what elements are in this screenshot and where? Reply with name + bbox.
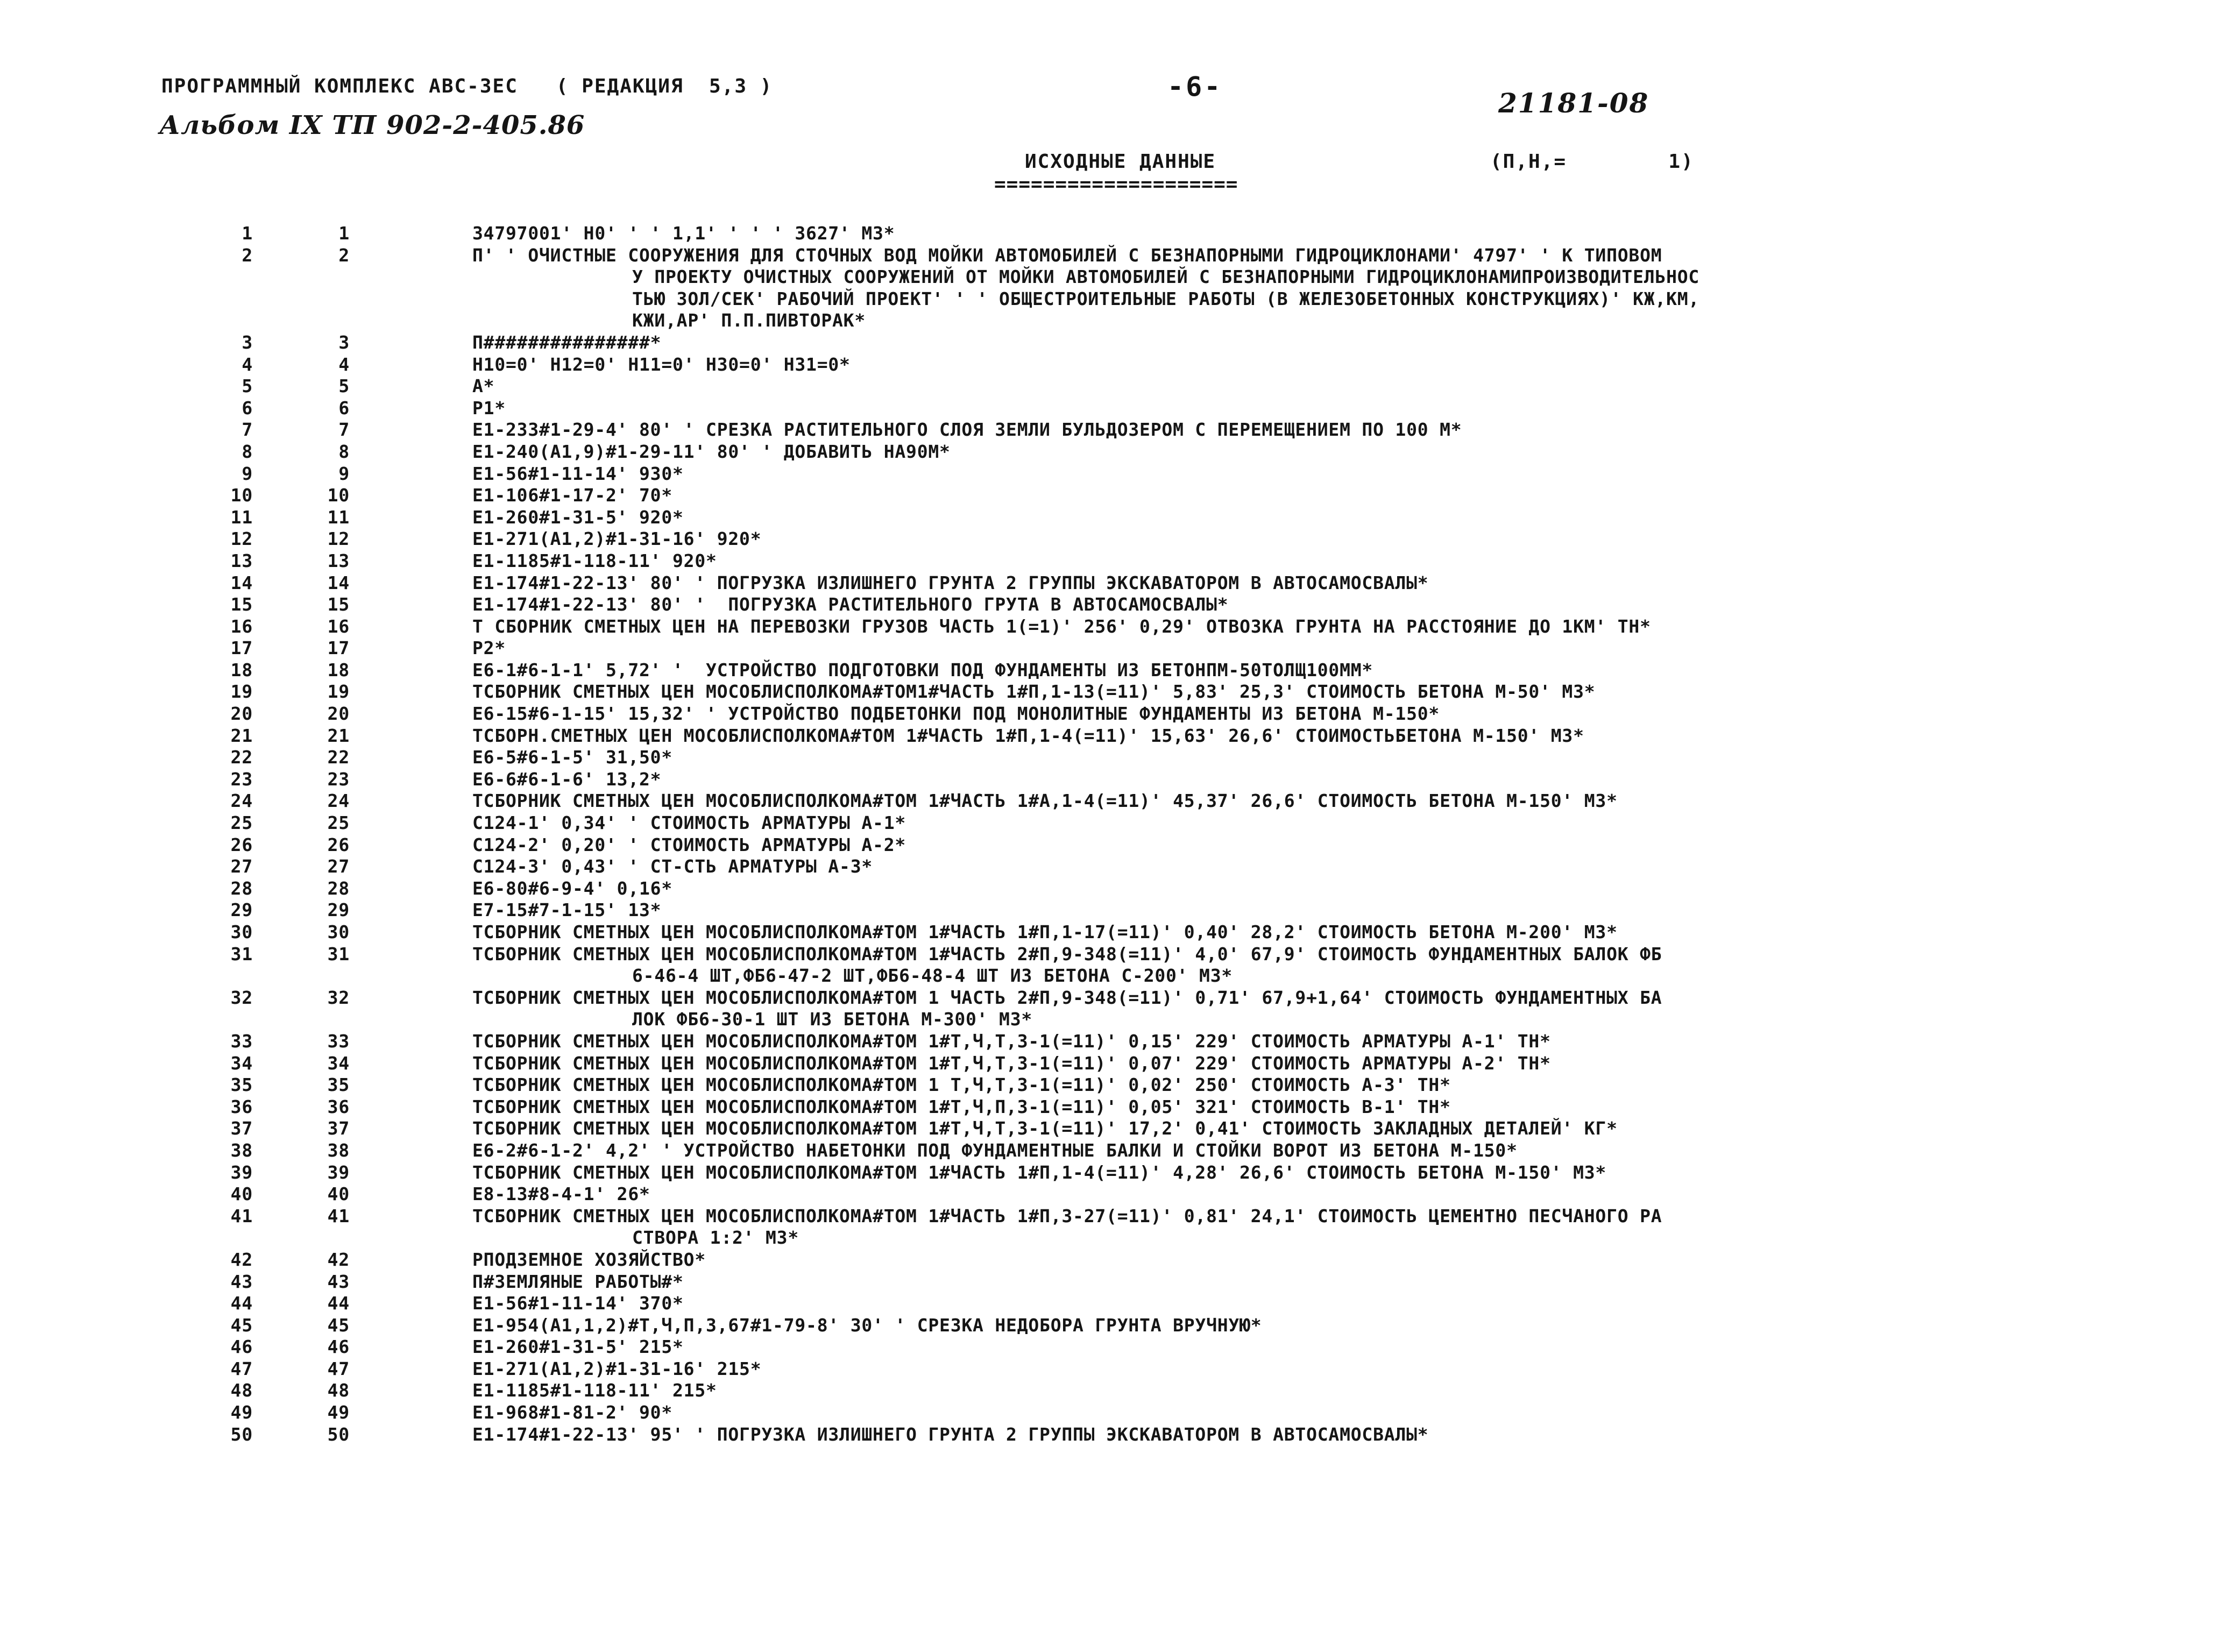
section-title-underline: ==================== (994, 173, 1238, 195)
listing-row (0, 1162, 2224, 1184)
listing-row (0, 463, 2224, 485)
line-number: 32 (230, 987, 253, 1008)
line-number: 50 (230, 1423, 253, 1445)
record-text: ЛОК ФБ6-30-1 ШТ ИЗ БЕТОНА М-300' М3* (632, 1009, 1033, 1030)
line-number: 6 (242, 397, 253, 419)
listing-row (0, 1271, 2224, 1293)
line-number: 10 (230, 485, 253, 506)
line-number: 23 (230, 768, 253, 790)
listing-row (0, 550, 2224, 572)
record-text: 6-46-4 ШТ,ФБ6-47-2 ШТ,ФБ6-48-4 ШТ ИЗ БЕТОНА С-200' М3* (632, 965, 1233, 987)
record-text: ТСБОРНИК СМЕТНЫХ ЦЕН МОСОБЛИСПОЛКОМА#ТОМ 1#ЧАСТЬ 1#А,1-4(=11)' 45,37' 26,6' СТОИМОСТЬ БЕТОНА М-150' М3* (472, 790, 1618, 812)
record-text: РПОДЗЕМНОЕ ХОЗЯЙСТВО* (472, 1249, 706, 1270)
listing-row (0, 572, 2224, 594)
record-number: 27 (327, 856, 350, 877)
listing-row (0, 332, 2224, 354)
listing-row (0, 398, 2224, 420)
listing-row (0, 223, 2224, 245)
source-listing (0, 223, 2224, 1445)
listing-row-continuation (0, 288, 2224, 310)
record-number: 35 (327, 1074, 350, 1096)
listing-row (0, 1053, 2224, 1075)
record-text: ТСБОРНИК СМЕТНЫХ ЦЕН МОСОБЛИСПОЛКОМА#ТОМ 1#ЧАСТЬ 1#П,1-4(=11)' 4,28' 26,6' СТОИМОСТЬ БЕТОНА М-150' М3* (472, 1161, 1607, 1183)
record-number: 21 (327, 725, 350, 746)
record-text: КЖИ,АР' П.П.ПИВТОРАК* (632, 310, 866, 331)
record-number: 3 (338, 331, 350, 353)
line-number: 49 (230, 1402, 253, 1423)
record-number: 34 (327, 1052, 350, 1074)
record-text: П' ' ОЧИСТНЫЕ СООРУЖЕНИЯ ДЛЯ СТОЧНЫХ ВОД МОЙКИ АВТОМОБИЛЕЙ С БЕЗНАПОРНЫМИ ГИДРОЦИКЛОНАМИ' 4797' ' К ТИПОВОМ (472, 244, 1662, 266)
listing-row (0, 419, 2224, 441)
listing-row (0, 944, 2224, 966)
line-number: 48 (230, 1380, 253, 1401)
record-text: ТСБОРНИК СМЕТНЫХ ЦЕН МОСОБЛИСПОЛКОМА#ТОМ 1#ЧАСТЬ 1#П,3-27(=11)' 0,81' 24,1' СТОИМОСТЬ ЦЕМЕНТНО ПЕСЧАНОГО РА (472, 1205, 1662, 1226)
listing-row (0, 507, 2224, 529)
listing-row (0, 1118, 2224, 1140)
line-number: 27 (230, 856, 253, 877)
record-text: ТЬЮ 3ОЛ/СЕК' РАБОЧИЙ ПРОЕКТ' ' ' ОБЩЕСТРОИТЕЛЬНЫЕ РАБОТЫ (В ЖЕЛЕЗОБЕТОННЫХ КОНСТРУКЦИЯХ)' КЖ,КМ, (632, 288, 1700, 309)
listing-row (0, 834, 2224, 856)
record-text: Е6-6#6-1-6' 13,2* (472, 768, 662, 790)
line-number: 13 (230, 550, 253, 571)
record-number: 28 (327, 877, 350, 899)
record-number: 7 (338, 419, 350, 441)
line-number: 1 (242, 223, 253, 244)
line-number: 29 (230, 899, 253, 921)
line-number: 8 (242, 441, 253, 462)
record-text: Е1-56#1-11-14' 370* (472, 1293, 684, 1314)
record-number: 9 (338, 463, 350, 484)
record-number: 8 (338, 441, 350, 462)
line-number: 46 (230, 1336, 253, 1358)
record-text: Е1-271(А1,2)#1-31-16' 215* (472, 1358, 762, 1379)
record-number: 46 (327, 1336, 350, 1358)
line-number: 26 (230, 834, 253, 855)
record-number: 12 (327, 528, 350, 550)
listing-row (0, 485, 2224, 507)
line-number: 22 (230, 747, 253, 768)
record-number: 1 (338, 223, 350, 244)
listing-row (0, 245, 2224, 267)
record-number: 41 (327, 1205, 350, 1226)
record-text: Е1-260#1-31-5' 215* (472, 1336, 684, 1358)
line-number: 20 (230, 703, 253, 725)
line-number: 11 (230, 506, 253, 528)
record-number: 49 (327, 1402, 350, 1423)
record-number: 19 (327, 681, 350, 703)
line-number: 41 (230, 1205, 253, 1226)
record-text: Е6-2#6-1-2' 4,2' ' УСТРОЙСТВО НАБЕТОНКИ ПОД ФУНДАМЕНТНЫЕ БАЛКИ И СТОЙКИ ВОРОТ ИЗ БЕТОНА М-150* (472, 1139, 1518, 1161)
record-text: Е1-968#1-81-2' 90* (472, 1402, 673, 1423)
record-number: 38 (327, 1139, 350, 1161)
record-number: 13 (327, 550, 350, 571)
record-text: П###############* (472, 331, 662, 353)
listing-row (0, 1358, 2224, 1380)
listing-row (0, 878, 2224, 900)
line-number: 40 (230, 1183, 253, 1205)
record-text: Р1* (472, 397, 506, 419)
record-text: Е1-240(А1,9)#1-29-11' 80' ' ДОБАВИТЬ НА90М* (472, 441, 951, 462)
record-text: ТСБОРНИК СМЕТНЫХ ЦЕН МОСОБЛИСПОЛКОМА#ТОМ 1#Т,Ч,П,3-1(=11)' 0,05' 321' СТОИМОСТЬ В-1' ТН* (472, 1096, 1451, 1117)
record-text: Е8-13#8-4-1' 26* (472, 1183, 650, 1205)
record-number: 18 (327, 659, 350, 680)
record-text: ТСБОРНИК СМЕТНЫХ ЦЕН МОСОБЛИСПОЛКОМА#ТОМ 1 Т,Ч,Т,3-1(=11)' 0,02' 250' СТОИМОСТЬ А-3' ТН* (472, 1074, 1451, 1096)
listing-row (0, 703, 2224, 725)
record-number: 17 (327, 637, 350, 659)
program-line: ПРОГРАММНЫЙ КОМПЛЕКС АВС-3ЕС ( РЕДАКЦИЯ 5,3 ) (161, 75, 773, 97)
record-number: 11 (327, 506, 350, 528)
listing-row (0, 594, 2224, 616)
record-text: Е1-954(А1,1,2)#Т,Ч,П,3,67#1-79-8' 30' ' СРЕЗКА НЕДОБОРА ГРУНТА ВРУЧНУЮ* (472, 1314, 1262, 1336)
record-number: 32 (327, 987, 350, 1008)
record-text: С124-1' 0,34' ' СТОИМОСТЬ АРМАТУРЫ А-1* (472, 812, 906, 834)
record-text: 34797001' Н0' ' ' 1,1' ' ' ' 3627' М3* (472, 223, 895, 244)
line-number: 3 (242, 331, 253, 353)
line-number: 43 (230, 1271, 253, 1292)
line-number: 21 (230, 725, 253, 746)
record-text: ТСБОРНИК СМЕТНЫХ ЦЕН МОСОБЛИСПОЛКОМА#ТОМ 1#Т,Ч,Т,3-1(=11)' 17,2' 0,41' СТОИМОСТЬ ЗАКЛАДНЫХ ДЕТАЛЕЙ' КГ* (472, 1118, 1618, 1139)
record-text: Е1-233#1-29-4' 80' ' СРЕЗКА РАСТИТЕЛЬНОГО СЛОЯ ЗЕМЛИ БУЛЬДОЗЕРОМ С ПЕРЕМЕЩЕНИЕМ ПО 100 М* (472, 419, 1462, 441)
record-text: Е1-1185#1-118-11' 920* (472, 550, 717, 571)
listing-row (0, 1402, 2224, 1424)
listing-row-continuation (0, 1227, 2224, 1249)
line-number: 24 (230, 790, 253, 812)
line-number: 33 (230, 1030, 253, 1052)
album-note: Альбом IX ТП 902-2-405.86 (159, 110, 585, 140)
document-code: 21181-08 (1498, 87, 1649, 119)
record-number: 5 (338, 375, 350, 397)
line-number: 25 (230, 812, 253, 834)
record-number: 14 (327, 572, 350, 593)
listing-row (0, 1293, 2224, 1315)
line-number: 45 (230, 1314, 253, 1336)
listing-row (0, 1206, 2224, 1228)
record-text: Е1-56#1-11-14' 930* (472, 463, 684, 484)
record-number: 15 (327, 594, 350, 615)
listing-row (0, 899, 2224, 921)
listing-row (0, 921, 2224, 944)
record-number: 43 (327, 1271, 350, 1292)
record-number: 33 (327, 1030, 350, 1052)
record-number: 2 (338, 244, 350, 266)
record-number: 23 (327, 768, 350, 790)
record-text: ТСБОРНИК СМЕТНЫХ ЦЕН МОСОБЛИСПОЛКОМА#ТОМ 1#ЧАСТЬ 1#П,1-17(=11)' 0,40' 28,2' СТОИМОСТЬ БЕТОНА М-200' М3* (472, 921, 1618, 942)
record-number: 29 (327, 899, 350, 921)
record-text: Е1-1185#1-118-11' 215* (472, 1380, 717, 1401)
line-number: 44 (230, 1293, 253, 1314)
record-number: 22 (327, 747, 350, 768)
line-number: 4 (242, 353, 253, 375)
listing-row (0, 747, 2224, 769)
listing-row (0, 1074, 2224, 1096)
listing-row (0, 1096, 2224, 1118)
listing-row (0, 1380, 2224, 1402)
record-text: Е6-15#6-1-15' 15,32' ' УСТРОЙСТВО ПОДБЕТОНКИ ПОД МОНОЛИТНЫЕ ФУНДАМЕНТЫ ИЗ БЕТОНА М-150* (472, 703, 1440, 725)
record-number: 36 (327, 1096, 350, 1117)
record-text: Е1-271(А1,2)#1-31-16' 920* (472, 528, 762, 550)
listing-row (0, 1249, 2224, 1271)
line-number: 2 (242, 244, 253, 266)
line-number: 15 (230, 594, 253, 615)
record-number: 30 (327, 921, 350, 942)
line-number: 17 (230, 637, 253, 659)
record-number: 31 (327, 943, 350, 965)
record-text: Е6-80#6-9-4' 0,16* (472, 877, 673, 899)
record-text: Е1-174#1-22-13' 80' ' ПОГРУЗКА РАСТИТЕЛЬНОГО ГРУТА В АВТОСАМОСВАЛЫ* (472, 594, 1229, 615)
record-number: 44 (327, 1293, 350, 1314)
record-number: 24 (327, 790, 350, 812)
record-text: С124-3' 0,43' ' СТ-СТЬ АРМАТУРЫ А-3* (472, 856, 873, 877)
line-number: 18 (230, 659, 253, 680)
record-number: 45 (327, 1314, 350, 1336)
listing-row (0, 725, 2224, 747)
listing-row (0, 660, 2224, 682)
line-number: 28 (230, 877, 253, 899)
listing-row (0, 1315, 2224, 1337)
listing-row (0, 769, 2224, 791)
listing-row (0, 637, 2224, 660)
pnh-label: (П,Н,= 1) (1490, 151, 1694, 173)
record-text: У ПРОЕКТУ ОЧИСТНЫХ СООРУЖЕНИЙ ОТ МОЙКИ АВТОМОБИЛЕЙ С БЕЗНАПОРНЫМИ ГИДРОЦИКЛОНАМИПРОИЗВОДИТЕЛЬНОС (632, 266, 1700, 288)
line-number: 12 (230, 528, 253, 550)
line-number: 42 (230, 1249, 253, 1270)
line-number: 37 (230, 1118, 253, 1139)
listing-row (0, 1031, 2224, 1053)
line-number: 47 (230, 1358, 253, 1379)
line-number: 35 (230, 1074, 253, 1096)
record-text: Т СБОРНИК СМЕТНЫХ ЦЕН НА ПЕРЕВОЗКИ ГРУЗОВ ЧАСТЬ 1(=1)' 256' 0,29' ОТВОЗКА ГРУНТА НА РАССТОЯНИЕ ДО 1КМ' ТН* (472, 615, 1651, 637)
record-text: ТСБОРНИК СМЕТНЫХ ЦЕН МОСОБЛИСПОЛКОМА#ТОМ 1#Т,Ч,Т,3-1(=11)' 0,15' 229' СТОИМОСТЬ АРМАТУРЫ А-1' ТН* (472, 1030, 1551, 1052)
listing-row (0, 375, 2224, 398)
record-number: 37 (327, 1118, 350, 1139)
section-title: ИСХОДНЫЕ ДАННЫЕ (1025, 151, 1216, 173)
line-number: 19 (230, 681, 253, 703)
record-text: Е1-260#1-31-5' 920* (472, 506, 684, 528)
line-number: 38 (230, 1139, 253, 1161)
record-text: Е1-106#1-17-2' 70* (472, 485, 673, 506)
record-number: 50 (327, 1423, 350, 1445)
record-text: ТСБОРНИК СМЕТНЫХ ЦЕН МОСОБЛИСПОЛКОМА#ТОМ 1 ЧАСТЬ 2#П,9-348(=11)' 0,71' 67,9+1,64' СТОИМОСТЬ ФУНДАМЕНТНЫХ БА (472, 987, 1662, 1008)
line-number: 5 (242, 375, 253, 397)
record-number: 39 (327, 1161, 350, 1183)
record-number: 10 (327, 485, 350, 506)
record-number: 40 (327, 1183, 350, 1205)
record-number: 48 (327, 1380, 350, 1401)
listing-row (0, 681, 2224, 703)
record-number: 20 (327, 703, 350, 725)
listing-row (0, 441, 2224, 463)
record-text: Е1-174#1-22-13' 80' ' ПОГРУЗКА ИЗЛИШНЕГО ГРУНТА 2 ГРУППЫ ЭКСКАВАТОРОМ В АВТОСАМОСВАЛЫ* (472, 572, 1429, 593)
line-number: 36 (230, 1096, 253, 1117)
line-number: 7 (242, 419, 253, 441)
record-number: 4 (338, 353, 350, 375)
record-text: ТСБОРНИК СМЕТНЫХ ЦЕН МОСОБЛИСПОЛКОМА#ТОМ1#ЧАСТЬ 1#П,1-13(=11)' 5,83' 25,3' СТОИМОСТЬ БЕТОНА М-50' М3* (472, 681, 1596, 703)
listing-row (0, 987, 2224, 1009)
line-number: 9 (242, 463, 253, 484)
line-number: 30 (230, 921, 253, 942)
listing-row-continuation (0, 310, 2224, 332)
listing-row (0, 528, 2224, 550)
record-text: Е7-15#7-1-15' 13* (472, 899, 662, 921)
line-number: 14 (230, 572, 253, 593)
line-number: 39 (230, 1161, 253, 1183)
record-text: Р2* (472, 637, 506, 659)
record-number: 47 (327, 1358, 350, 1379)
record-text: ТСБОРНИК СМЕТНЫХ ЦЕН МОСОБЛИСПОЛКОМА#ТОМ 1#ЧАСТЬ 2#П,9-348(=11)' 4,0' 67,9' СТОИМОСТЬ ФУНДАМЕНТНЫХ БАЛОК ФБ (472, 943, 1662, 965)
line-number: 31 (230, 943, 253, 965)
record-number: 42 (327, 1249, 350, 1270)
line-number: 16 (230, 615, 253, 637)
record-text: С124-2' 0,20' ' СТОИМОСТЬ АРМАТУРЫ А-2* (472, 834, 906, 855)
record-text: ТСБОРН.СМЕТНЫХ ЦЕН МОСОБЛИСПОЛКОМА#ТОМ 1#ЧАСТЬ 1#П,1-4(=11)' 15,63' 26,6' СТОИМОСТЬБЕТОНА М-150' М3* (472, 725, 1584, 746)
record-text: ТСБОРНИК СМЕТНЫХ ЦЕН МОСОБЛИСПОЛКОМА#ТОМ 1#Т,Ч,Т,3-1(=11)' 0,07' 229' СТОИМОСТЬ АРМАТУРЫ А-2' ТН* (472, 1052, 1551, 1074)
page-number: -6- (1167, 71, 1223, 102)
record-text: Н10=0' Н12=0' Н11=0' Н30=0' Н31=0* (472, 353, 851, 375)
record-number: 16 (327, 615, 350, 637)
listing-row (0, 354, 2224, 376)
listing-row (0, 812, 2224, 834)
listing-row (0, 856, 2224, 878)
line-number: 34 (230, 1052, 253, 1074)
record-text: П#ЗЕМЛЯНЫЕ РАБОТЫ#* (472, 1271, 684, 1292)
record-number: 6 (338, 397, 350, 419)
record-text: Е6-5#6-1-5' 31,50* (472, 747, 673, 768)
record-text: СТВОРА 1:2' М3* (632, 1227, 799, 1249)
listing-row (0, 616, 2224, 638)
record-number: 25 (327, 812, 350, 834)
record-text: Е1-174#1-22-13' 95' ' ПОГРУЗКА ИЗЛИШНЕГО ГРУНТА 2 ГРУППЫ ЭКСКАВАТОРОМ В АВТОСАМОСВАЛЫ* (472, 1423, 1429, 1445)
record-number: 26 (327, 834, 350, 855)
listing-row-continuation (0, 965, 2224, 987)
listing-row-continuation (0, 1009, 2224, 1031)
record-text: Е6-1#6-1-1' 5,72' ' УСТРОЙСТВО ПОДГОТОВКИ ПОД ФУНДАМЕНТЫ ИЗ БЕТОНПМ-50ТОЛЩ100ММ* (472, 659, 1373, 680)
record-text: А* (472, 375, 495, 397)
listing-row (0, 790, 2224, 812)
listing-row (0, 1183, 2224, 1206)
listing-row (0, 1336, 2224, 1358)
listing-row (0, 1424, 2224, 1446)
listing-row-continuation (0, 266, 2224, 288)
listing-row (0, 1140, 2224, 1162)
